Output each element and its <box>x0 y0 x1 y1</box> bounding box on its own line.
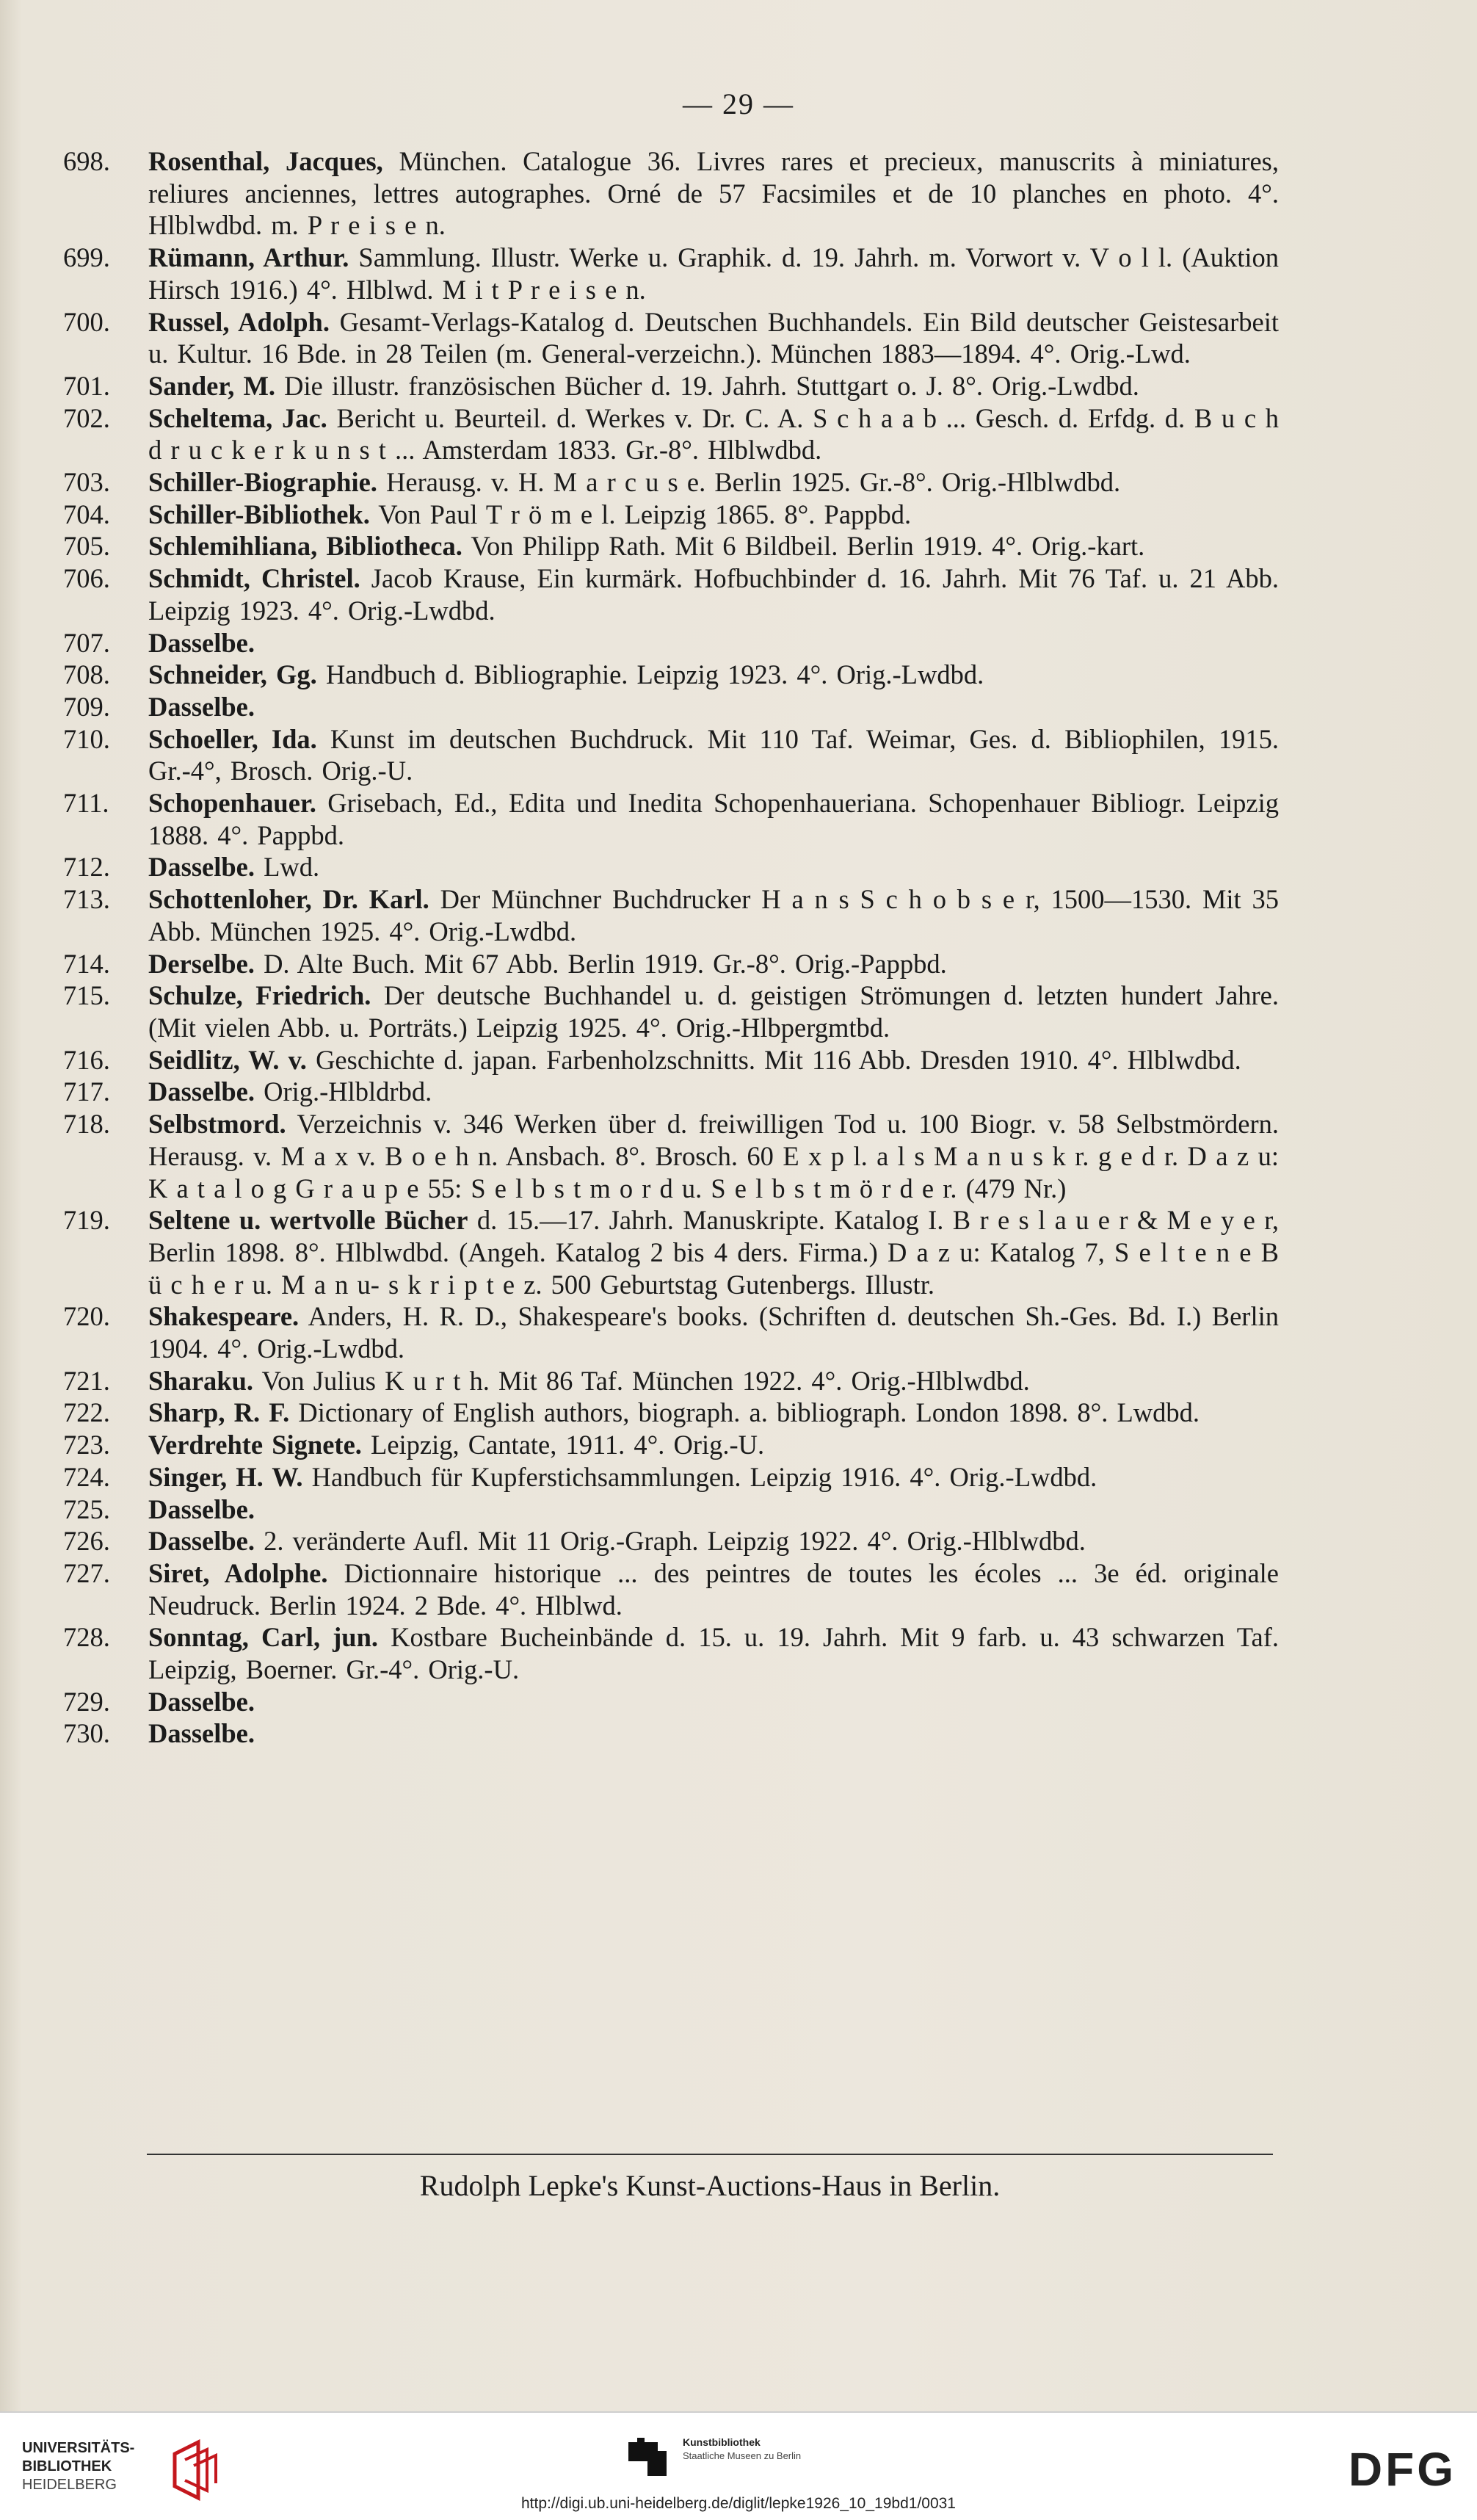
entry-body <box>148 948 1279 980</box>
entry-name: Dasselbe. <box>148 627 255 658</box>
entry-description: Von Julius K u r t h. Mit 86 Taf. München 1922. 4°. Orig.-Hlblwdbd. <box>253 1365 1030 1396</box>
entry-name: Sonntag, Carl, jun. <box>148 1622 379 1653</box>
entry-body <box>148 530 1279 562</box>
catalogue-entry <box>0 530 1477 562</box>
entry-number: 701. <box>63 370 110 401</box>
entry-number: 704. <box>63 499 110 529</box>
entry-number: 726. <box>63 1526 110 1557</box>
entry-name: Sander, M. <box>148 370 276 401</box>
entry-number: 714. <box>63 948 110 979</box>
catalogue-entry <box>0 1044 1477 1076</box>
footer-rule <box>147 2154 1273 2155</box>
entry-description: d. 15.—17. Jahrh. Manuskripte. Katalog I. B r e s l a u e r & M e y e r, Berlin 1898. 8°. Hlblwdbd. (Angeh. Katalog 2 bis 4 ders. Firma.) D a z u: Katalog 7, S e l t e n e B ü c h e r u. M a n u- s k r i p t e z. 500 Geburtstag Gutenbergs. Illustr. <box>148 1205 1279 1300</box>
entry-body <box>148 980 1279 1043</box>
entry-name: Sharaku. <box>148 1365 254 1396</box>
entry-description: Orig.-Hlbldrbd. <box>254 1076 432 1107</box>
catalogue-entry <box>0 402 1477 466</box>
catalogue-entry <box>0 1365 1477 1397</box>
entry-number: 727. <box>63 1557 110 1588</box>
entry-body <box>148 787 1279 851</box>
catalogue-entry <box>0 691 1477 723</box>
entry-body <box>148 1300 1279 1364</box>
entry-body <box>148 1686 1279 1718</box>
entry-description: Gesamt-Verlags-Katalog d. Deutschen Buchhandels. Ein Bild deutscher Geistesarbeit u. Kultur. 16 Bde. in 28 Teilen (m. General-verzeichn.). München 1883—1894. 4°. Orig.-Lwd. <box>148 306 1279 369</box>
entry-description: Handbuch für Kupferstichsammlungen. Leipzig 1916. 4°. Orig.-Lwdbd. <box>302 1461 1097 1492</box>
entry-name: Dasselbe. <box>148 1493 255 1524</box>
catalogue-entry <box>0 1300 1477 1364</box>
entry-body <box>148 723 1279 787</box>
kunstbibliothek-logo[interactable] <box>628 2430 951 2482</box>
entry-body <box>148 1365 1279 1397</box>
catalogue-entry <box>0 1717 1477 1750</box>
kunstbibliothek-mark-icon <box>628 2438 672 2476</box>
entry-body <box>148 1076 1279 1108</box>
entry-number: 723. <box>63 1430 110 1460</box>
catalogue-entry <box>0 370 1477 402</box>
entry-name: Schopenhauer. <box>148 788 316 819</box>
dfg-logo[interactable]: DFG <box>1348 2443 1456 2496</box>
entry-body <box>148 370 1279 402</box>
entry-body <box>148 242 1279 305</box>
catalogue-entry <box>0 787 1477 851</box>
entry-name: Dasselbe. <box>148 1718 255 1749</box>
entry-body <box>148 1557 1279 1621</box>
entry-number: 710. <box>63 723 110 754</box>
entry-description: Jacob Krause, Ein kurmärk. Hofbuchbinder d. 16. Jahrh. Mit 76 Taf. u. 21 Abb. Leipzig 1923. 4°. Orig.-Lwdbd. <box>148 563 1280 626</box>
entry-body <box>148 1397 1279 1429</box>
entry-description: Herausg. v. H. M a r c u s e. Berlin 1925. Gr.-8°. Orig.-Hlblwdbd. <box>377 467 1121 498</box>
entry-name: Schlemihliana, Bibliotheca. <box>148 531 462 562</box>
entry-body <box>148 1461 1279 1493</box>
entry-number: 698. <box>63 146 110 176</box>
catalogue-entry <box>0 1621 1477 1685</box>
entry-name: Derselbe. <box>148 948 255 979</box>
entry-number: 715. <box>63 980 110 1011</box>
entry-name: Seidlitz, W. v. <box>148 1044 307 1075</box>
entry-body <box>148 1429 1279 1461</box>
catalogue-entry <box>0 1204 1477 1300</box>
entry-number: 705. <box>63 531 110 562</box>
entry-body <box>148 402 1279 466</box>
catalogue-entries <box>0 145 1477 1750</box>
entry-name: Seltene u. wertvolle Bücher <box>148 1205 468 1236</box>
entry-number: 721. <box>63 1365 110 1396</box>
catalogue-entry <box>0 851 1477 883</box>
entry-number: 707. <box>63 627 110 658</box>
entry-number: 724. <box>63 1461 110 1492</box>
entry-description: Der deutsche Buchhandel u. d. geistigen Strömungen d. letzten hundert Jahre. (Mit vielen Abb. u. Porträts.) Leipzig 1925. 4°. Orig.-Hlbpergmtbd. <box>148 980 1279 1043</box>
entry-description: Von Philipp Rath. Mit 6 Bildbeil. Berlin 1919. 4°. Orig.-kart. <box>462 531 1145 562</box>
entry-body <box>148 562 1279 626</box>
entry-name: Rümann, Arthur. <box>148 242 349 273</box>
entry-body <box>148 659 1279 691</box>
entry-number: 703. <box>63 467 110 498</box>
entry-description: Kunst im deutschen Buchdruck. Mit 110 Taf. Weimar, Ges. d. Bibliophilen, 1915. Gr.-4°, Brosch. Orig.-U. <box>148 723 1279 786</box>
university-seal-icon <box>169 2439 223 2501</box>
catalogue-entry <box>0 1397 1477 1429</box>
entry-name: Shakespeare. <box>148 1301 300 1332</box>
entry-body <box>148 691 1279 723</box>
catalogue-entry <box>0 627 1477 659</box>
entry-number: 729. <box>63 1686 110 1717</box>
entry-description: Dictionnaire historique ... des peintres de toutes les écoles ... 3e éd. originale Neudruck. Berlin 1924. 2 Bde. 4°. Hlblwd. <box>148 1557 1279 1621</box>
catalogue-entry <box>0 1525 1477 1557</box>
entry-description: Verzeichnis v. 346 Werken über d. freiwilligen Tod u. 100 Biogr. v. 58 Selbstmördern. Herausg. v. M a x v. B o e h n. Ansbach. 8°. Brosch. 60 E x p l. a l s M a n u s k r. g e d r. D a z u: K a t a l o g G r a u p e 55: S e l b s t m o r d u. S e l b s t m ö r d e r. (479 Nr.) <box>148 1109 1279 1203</box>
entry-body <box>148 883 1279 947</box>
catalogue-entry <box>0 1686 1477 1718</box>
entry-number: 730. <box>63 1718 110 1749</box>
entry-description: Grisebach, Ed., Edita und Inedita Schopenhaueriana. Schopenhauer Bibliogr. Leipzig 1888. 4°. Pappbd. <box>148 788 1279 850</box>
entry-number: 712. <box>63 852 110 883</box>
entry-body <box>148 306 1279 370</box>
entry-description: Anders, H. R. D., Shakespeare's books. (Schriften d. deutschen Sh.-Ges. Bd. I.) Berlin 1904. 4°. Orig.-Lwdbd. <box>148 1301 1279 1364</box>
entry-description: Von Paul T r ö m e l. Leipzig 1865. 8°. Pappbd. <box>369 499 912 529</box>
entry-name: Schmidt, Christel. <box>148 563 360 594</box>
catalogue-entry <box>0 659 1477 691</box>
entry-number: 706. <box>63 563 110 594</box>
entry-description: Leipzig, Cantate, 1911. 4°. Orig.-U. <box>361 1430 765 1460</box>
entry-description: Geschichte d. japan. Farbenholzschnitts. Mit 116 Abb. Dresden 1910. 4°. Hlblwdbd. <box>306 1044 1241 1075</box>
entry-number: 709. <box>63 691 110 722</box>
entry-number: 702. <box>63 402 110 433</box>
entry-body <box>148 1525 1279 1557</box>
uni-logo-line3: HEIDELBERG <box>22 2477 117 2493</box>
entry-body <box>148 1108 1279 1204</box>
catalogue-entry <box>0 1493 1477 1526</box>
entry-number: 713. <box>63 884 110 915</box>
entry-name: Singer, H. W. <box>148 1461 303 1492</box>
entry-description: D. Alte Buch. Mit 67 Abb. Berlin 1919. Gr.-8°. Orig.-Pappbd. <box>254 948 947 979</box>
entry-name: Schulze, Friedrich. <box>148 980 371 1011</box>
catalogue-entry <box>0 1076 1477 1108</box>
entry-description: Kostbare Bucheinbände d. 15. u. 19. Jahrh. Mit 9 farb. u. 43 schwarzen Taf. Leipzig, Boerner. Gr.-4°. Orig.-U. <box>148 1622 1279 1685</box>
entry-body <box>148 627 1279 659</box>
entry-name: Dasselbe. <box>148 1686 255 1717</box>
kunstbibliothek-subtitle: Staatliche Museen zu Berlin <box>683 2450 802 2461</box>
entry-description: Lwd. <box>254 852 320 883</box>
entry-name: Verdrehte Signete. <box>148 1430 362 1460</box>
catalogue-entry <box>0 242 1477 305</box>
catalogue-entry <box>0 562 1477 626</box>
entry-description: München. Catalogue 36. Livres rares et precieux, manuscrits à miniatures, reliures anciennes, lettres autographes. Orné de 57 Facsimiles et de 10 planches en photo. 4°. Hlblwdbd. m. P r e i s e n. <box>148 146 1279 241</box>
entry-name: Schoeller, Ida. <box>148 723 317 754</box>
entry-body <box>148 145 1279 242</box>
entry-number: 717. <box>63 1076 110 1107</box>
catalogue-entry <box>0 145 1477 242</box>
entry-number: 725. <box>63 1493 110 1524</box>
entry-number: 718. <box>63 1109 110 1140</box>
entry-body <box>148 1717 1279 1750</box>
entry-name: Schiller-Biographie. <box>148 467 377 498</box>
entry-number: 699. <box>63 242 110 273</box>
catalogue-entry <box>0 948 1477 980</box>
entry-body <box>148 499 1279 531</box>
uni-logo-line1: UNIVERSITÄTS- <box>22 2440 135 2456</box>
entry-description: Der Münchner Buchdrucker H a n s S c h o b s e r, 1500—1530. Mit 35 Abb. München 1925. 4°. Orig.-Lwdbd. <box>148 884 1279 946</box>
catalogue-entry <box>0 499 1477 531</box>
entry-description: Die illustr. französischen Bücher d. 19. Jahrh. Stuttgart o. J. 8°. Orig.-Lwdbd. <box>275 370 1139 401</box>
entry-name: Rosenthal, Jacques, <box>148 146 383 176</box>
catalogue-entry <box>0 1429 1477 1461</box>
entry-name: Dasselbe. <box>148 1076 255 1107</box>
entry-body <box>148 851 1279 883</box>
page-number: — 29 — <box>683 87 794 120</box>
entry-name: Schneider, Gg. <box>148 659 317 690</box>
entry-name: Sharp, R. F. <box>148 1397 290 1428</box>
entry-body <box>148 466 1279 499</box>
entry-number: 728. <box>63 1622 110 1653</box>
entry-body <box>148 1493 1279 1526</box>
entry-name: Scheltema, Jac. <box>148 402 327 433</box>
entry-name: Dasselbe. <box>148 691 255 722</box>
entry-name: Selbstmord. <box>148 1109 286 1140</box>
entry-name: Schiller-Bibliothek. <box>148 499 370 529</box>
entry-description: Dictionary of English authors, biograph. a. bibliograph. London 1898. 8°. Lwdbd. <box>289 1397 1200 1428</box>
entry-description: Bericht u. Beurteil. d. Werkes v. Dr. C. A. S c h a a b ... Gesch. d. Erfdg. d. B u c h d r u c k e r k u n s t ... Amsterdam 1833. Gr.-8°. Hlblwdbd. <box>148 402 1279 466</box>
catalogue-entry <box>0 1461 1477 1493</box>
entry-body <box>148 1204 1279 1300</box>
entry-body <box>148 1621 1279 1685</box>
footer-imprint: Rudolph Lepke's Kunst-Auctions-Haus in Berlin. <box>419 2169 1001 2202</box>
permalink-url[interactable]: http://digi.ub.uni-heidelberg.de/diglit/lepke1926_10_19bd1/0031 <box>521 2495 956 2512</box>
entry-number: 708. <box>63 659 110 690</box>
entry-number: 719. <box>63 1205 110 1236</box>
entry-name: Siret, Adolphe. <box>148 1557 328 1588</box>
entry-name: Dasselbe. <box>148 852 255 883</box>
catalogue-entry <box>0 723 1477 787</box>
catalogue-entry <box>0 466 1477 499</box>
entry-name: Schottenloher, Dr. Karl. <box>148 884 429 915</box>
catalogue-entry <box>0 1108 1477 1204</box>
entry-number: 700. <box>63 306 110 337</box>
entry-number: 722. <box>63 1397 110 1428</box>
entry-description: 2. veränderte Aufl. Mit 11 Orig.-Graph. Leipzig 1922. 4°. Orig.-Hlblwdbd. <box>254 1526 1086 1557</box>
uni-logo-line2: BIBLIOTHEK <box>22 2458 112 2474</box>
entry-description: Sammlung. Illustr. Werke u. Graphik. d. 19. Jahrh. m. Vorwort v. V o l l. (Auktion Hirsch 1916.) 4°. Hlblwd. M i t P r e i s e n. <box>148 242 1279 305</box>
catalogue-entry <box>0 1557 1477 1621</box>
entry-description: Handbuch d. Bibliographie. Leipzig 1923. 4°. Orig.-Lwdbd. <box>316 659 984 690</box>
kunstbibliothek-title: Kunstbibliothek <box>683 2436 761 2448</box>
entry-name: Dasselbe. <box>148 1526 255 1557</box>
viewer-bottom-bar <box>0 2411 1477 2520</box>
entry-body <box>148 1044 1279 1076</box>
catalogue-entry <box>0 883 1477 947</box>
catalogue-entry <box>0 980 1477 1043</box>
entry-name: Russel, Adolph. <box>148 306 330 337</box>
entry-number: 716. <box>63 1044 110 1075</box>
catalogue-entry <box>0 306 1477 370</box>
entry-number: 711. <box>63 788 109 819</box>
entry-number: 720. <box>63 1301 110 1332</box>
